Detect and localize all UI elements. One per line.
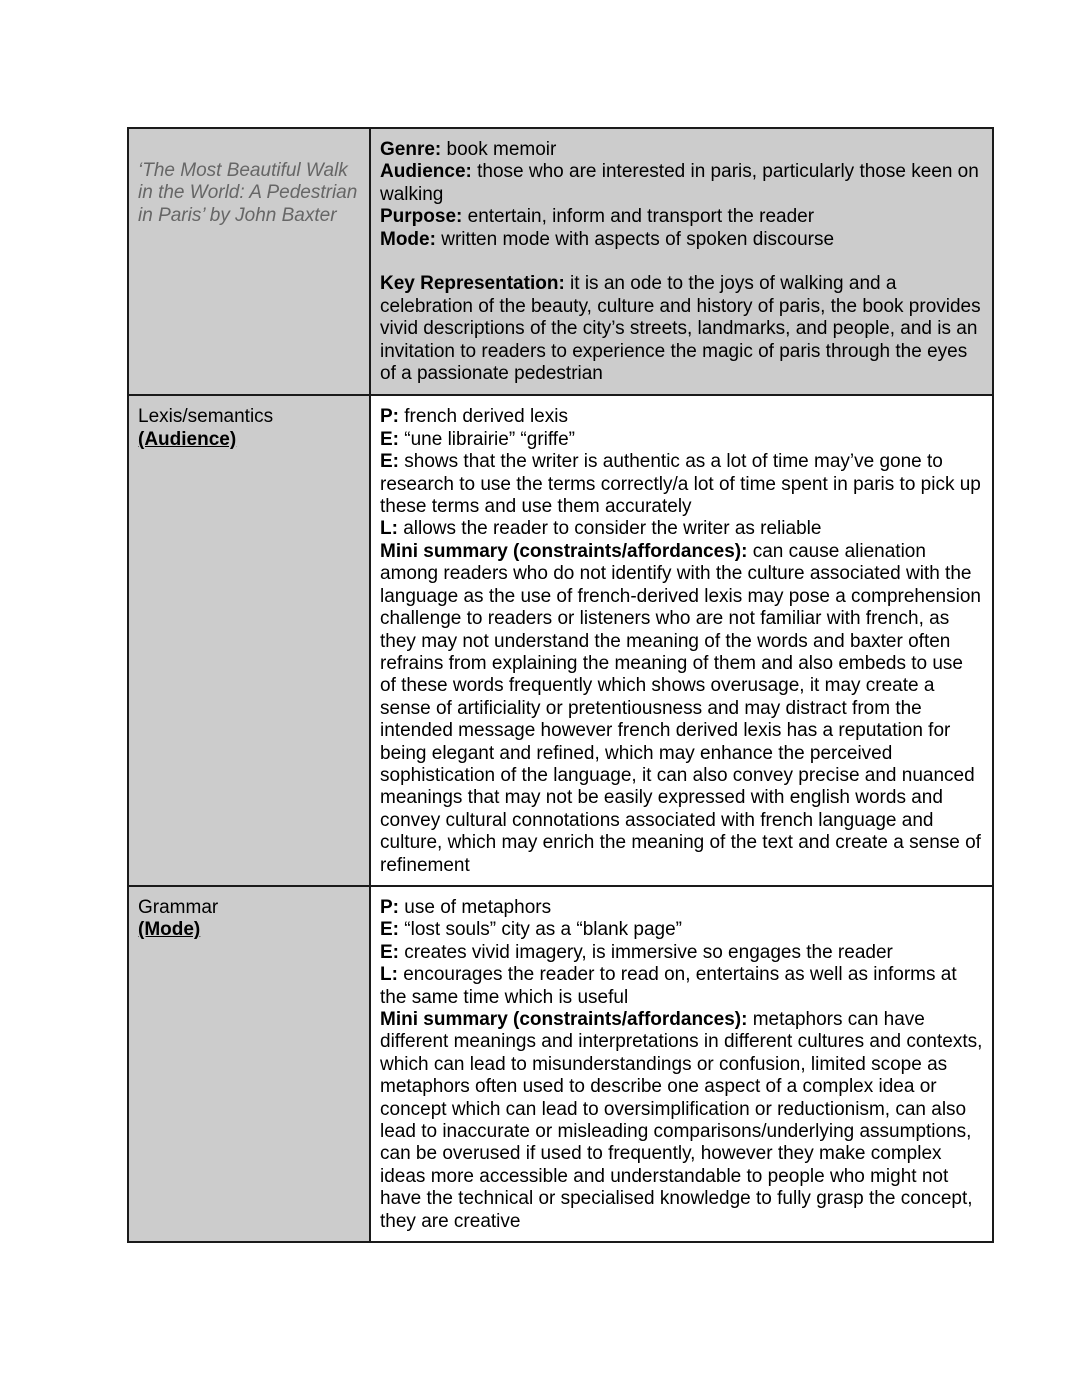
key-representation-value: it is an ode to the joys of walking and a celebration of the beauty, culture and history of paris, the book provides vivid descriptions of the city’s streets, landmarks, and people, and is an invitation to readers to experience the magic of paris through the eyes of a passionate pedestrian bbox=[380, 273, 981, 385]
summary-line bbox=[380, 541, 984, 877]
mode-label: Mode: bbox=[380, 228, 436, 250]
point-label: P: bbox=[380, 406, 399, 428]
evidence-value: “une librairie” “griffe” bbox=[399, 428, 575, 450]
category-cell bbox=[128, 395, 370, 886]
link-line bbox=[380, 964, 984, 1009]
link-label: L: bbox=[380, 518, 398, 540]
summary-line bbox=[380, 1009, 984, 1233]
summary-value: can cause alienation among readers who do not identify with the culture associated with the language as the use of french-derived lexis may pose a comprehension challenge to readers or listeners who are not familiar with french, as they may not understand the meaning of the words and baxter often refrains from explaining the meaning of them and also embeds to use of these words frequently which shows overusage, it may create a sense of artificiality or pretentiousness and may distract from the intended message however french derived lexis has a reputation for being elegant and refined, which may enhance the perceived sophistication of the language, it can also convey precise and nuanced meanings that may not be easily expressed with english words and convey cultural connotations associated with french language and culture, which may enrich the meaning of the text and create a sense of refinement bbox=[380, 540, 981, 876]
mode-line bbox=[380, 229, 984, 251]
analysis-table bbox=[127, 127, 994, 1243]
category-focus: (Mode) bbox=[138, 919, 201, 941]
explain-label: E: bbox=[380, 941, 399, 963]
category-name: Grammar bbox=[138, 896, 219, 918]
summary-label: Mini summary (constraints/affordances): bbox=[380, 540, 748, 562]
purpose-line bbox=[380, 206, 984, 228]
explain-line bbox=[380, 451, 984, 518]
book-title-cell bbox=[128, 128, 370, 395]
book-title: ‘The Most Beautiful Walk in the World: A Pedestrian in Paris’ by John Baxter bbox=[138, 160, 358, 226]
point-value: use of metaphors bbox=[399, 896, 552, 918]
link-value: encourages the reader to read on, entertains as well as informs at the same time which is useful bbox=[380, 964, 957, 1008]
analysis-cell bbox=[370, 395, 993, 886]
evidence-value: “lost souls” city as a “blank page” bbox=[399, 919, 683, 941]
spacer bbox=[380, 251, 984, 273]
link-value: allows the reader to consider the writer as reliable bbox=[397, 518, 822, 540]
evidence-label: E: bbox=[380, 428, 399, 450]
explain-line bbox=[380, 942, 984, 964]
explain-value: shows that the writer is authentic as a lot of time may’ve gone to research to use the terms correctly/a lot of time spent in paris to pick up these terms and use them accurately bbox=[380, 451, 981, 518]
genre-value: book memoir bbox=[441, 139, 557, 160]
overview-cell bbox=[370, 128, 993, 395]
category-cell bbox=[128, 886, 370, 1242]
table-row-lexis bbox=[128, 395, 993, 886]
header-row bbox=[128, 128, 993, 395]
point-value: french derived lexis bbox=[399, 406, 568, 428]
genre-line bbox=[380, 139, 984, 161]
table-row-grammar bbox=[128, 886, 993, 1242]
point-line bbox=[380, 406, 984, 428]
link-line bbox=[380, 518, 984, 540]
evidence-line bbox=[380, 429, 984, 451]
evidence-line bbox=[380, 919, 984, 941]
point-label: P: bbox=[380, 896, 399, 918]
analysis-cell bbox=[370, 886, 993, 1242]
explain-value: creates vivid imagery, is immersive so engages the reader bbox=[399, 941, 893, 963]
purpose-label: Purpose: bbox=[380, 206, 463, 228]
audience-value: those who are interested in paris, particularly those keen on walking bbox=[380, 161, 979, 205]
purpose-value: entertain, inform and transport the reader bbox=[462, 206, 815, 228]
category-name: Lexis/semantics bbox=[138, 406, 274, 428]
mode-value: written mode with aspects of spoken discourse bbox=[435, 228, 835, 250]
evidence-label: E: bbox=[380, 919, 399, 941]
link-label: L: bbox=[380, 964, 398, 986]
audience-line bbox=[380, 161, 984, 206]
explain-label: E: bbox=[380, 451, 399, 473]
genre-label: Genre: bbox=[380, 139, 442, 160]
summary-label: Mini summary (constraints/affordances): bbox=[380, 1009, 748, 1031]
category-focus: (Audience) bbox=[138, 428, 237, 450]
audience-label: Audience: bbox=[380, 161, 472, 183]
point-line bbox=[380, 897, 984, 919]
summary-value: metaphors can have different meanings and interpretations in different cultures and contexts, which can lead to misunderstandings or confusion, limited scope as metaphors often used to describe one aspect of a complex idea or concept which can lead to oversimplification or reductionism, can also lead to inaccurate or misleading comparisons/underlying assumptions, can be overused if used to frequently, however they make complex ideas more accessible and understandable to people who might not have the technical or specialised knowledge to fully grasp the concept, they are creative bbox=[380, 1009, 983, 1232]
key-representation-label: Key Representation: bbox=[380, 273, 565, 295]
key-representation-line bbox=[380, 273, 984, 385]
